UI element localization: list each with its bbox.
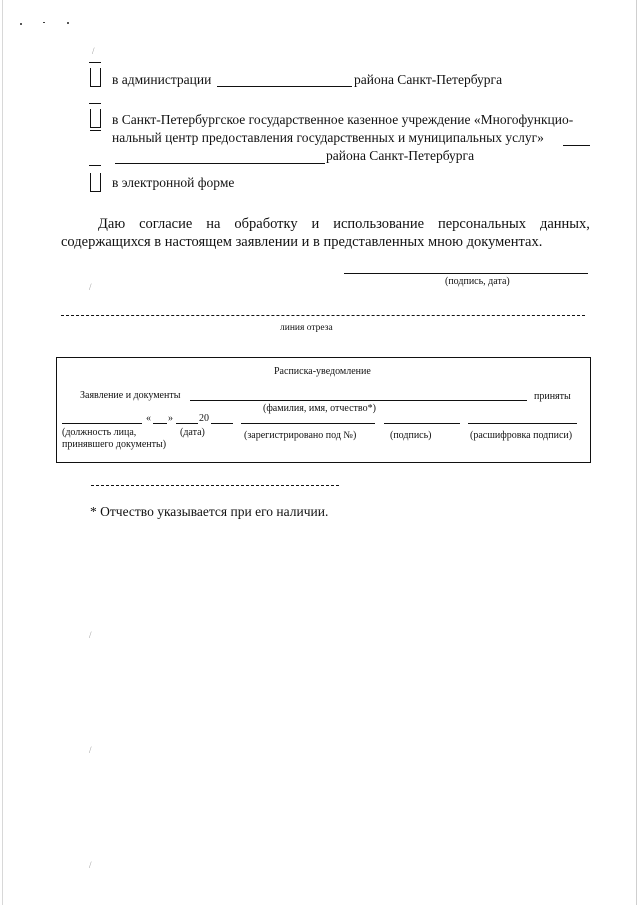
- caption-date: (дата): [180, 427, 205, 438]
- mfc-fill-line-2[interactable]: [115, 163, 325, 164]
- option-electronic-label: в электронной форме: [112, 175, 235, 190]
- receipt-date-open-quote: «: [146, 413, 151, 424]
- receipt-title: Расписка-уведомление: [274, 366, 371, 377]
- scan-speck: [43, 22, 45, 23]
- receipt-accepted-label: приняты: [534, 391, 571, 402]
- receipt-year-prefix: 20: [199, 413, 209, 424]
- receipt-fio-line[interactable]: [190, 400, 527, 401]
- consent-word: данных,: [539, 216, 590, 232]
- page-right-edge: [636, 0, 637, 905]
- caption-position-2: принявшего документы): [62, 439, 167, 450]
- caption-position: (должность лица,: [62, 427, 137, 438]
- option-administration-suffix: района Санкт-Петербурга: [354, 72, 503, 87]
- option-mfc-line1: в Санкт-Петербургское государственное казенное учреждение «Многофункцио-: [112, 112, 574, 127]
- option-mfc-line3: района Санкт-Петербурга: [326, 148, 475, 163]
- footnote-text: * Отчество указывается при его наличии.: [90, 504, 329, 519]
- caption-decoding: (расшифровка подписи): [470, 430, 573, 441]
- consent-word: использование: [333, 216, 425, 232]
- receipt-fio-caption: (фамилия, имя, отчество*): [263, 403, 376, 414]
- checkbox-cap: [89, 165, 101, 166]
- cut-line-label: линия отреза: [280, 323, 333, 333]
- scan-mark: /: [89, 630, 92, 640]
- consent-line-2: содержащихся в настоящем заявлении и в представленных мною документах.: [61, 234, 543, 250]
- checkbox-administration[interactable]: [90, 68, 101, 87]
- scan-mark: /: [89, 745, 92, 755]
- scan-mark: /: [89, 860, 92, 870]
- consent-word: обработку: [234, 216, 298, 232]
- footnote-separator: [91, 485, 339, 486]
- consent-word: персональных: [437, 216, 527, 232]
- signature-caption: (подпись, дата): [445, 276, 510, 287]
- consent-word: на: [206, 216, 221, 232]
- receipt-signature-line[interactable]: [384, 423, 460, 424]
- checkbox-electronic[interactable]: [90, 173, 101, 192]
- receipt-decoding-line[interactable]: [468, 423, 577, 424]
- receipt-month-line[interactable]: [176, 423, 198, 424]
- scan-mark: /: [89, 282, 92, 292]
- consent-line-1: [98, 216, 590, 233]
- consent-word: согласие: [139, 216, 193, 232]
- consent-word: Даю: [98, 216, 126, 232]
- consent-word: и: [311, 216, 320, 232]
- mfc-fill-line-1[interactable]: [563, 145, 590, 146]
- cut-line: [61, 315, 585, 316]
- scan-mark: /: [92, 46, 95, 56]
- checkbox-cap: [89, 103, 101, 104]
- page-left-edge: [2, 0, 3, 905]
- option-administration-label: в администрации: [112, 72, 212, 87]
- receipt-reg-number-line[interactable]: [241, 423, 375, 424]
- receipt-statement-label: Заявление и документы: [80, 390, 181, 401]
- checkbox-mark: [90, 130, 101, 131]
- caption-registered: (зарегистрировано под №): [244, 430, 357, 441]
- scan-speck: [67, 22, 69, 24]
- district-fill-line[interactable]: [217, 86, 352, 87]
- caption-signature: (подпись): [390, 430, 432, 441]
- receipt-position-line[interactable]: [62, 423, 142, 424]
- checkbox-cap: [89, 62, 101, 63]
- option-mfc-line2: нальный центр предоставления государственных и муниципальных услуг»: [112, 130, 544, 145]
- signature-line[interactable]: [344, 273, 588, 274]
- scan-speck: [20, 23, 22, 25]
- receipt-year-line[interactable]: [211, 423, 233, 424]
- receipt-day-line[interactable]: [153, 423, 167, 424]
- receipt-date-close-quote: »: [168, 413, 173, 424]
- checkbox-mfc[interactable]: [90, 109, 101, 128]
